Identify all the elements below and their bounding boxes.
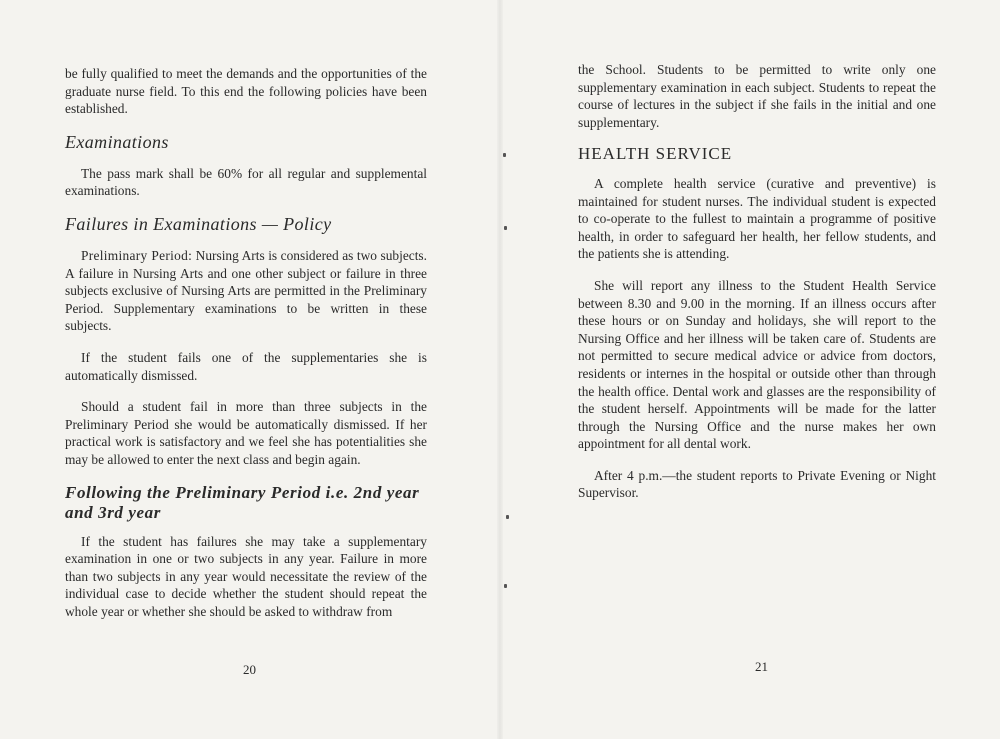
- health-service-paragraph-3: After 4 p.m.—the student reports to Private Evening or Night Supervisor.: [578, 467, 936, 501]
- intro-paragraph: be fully qualified to meet the demands and the opportunities of the graduate nurse field. To this end the following policies have been established.: [65, 66, 427, 117]
- right-text-column: [578, 61, 936, 516]
- failures-policy-heading: Failures in Examinations — Policy: [65, 213, 332, 234]
- supplementary-failure-paragraph: If the student fails one of the supplementaries she is automatically dismissed.: [65, 349, 427, 383]
- page-number-right: 21: [755, 659, 768, 674]
- following-period-heading: Following the Preliminary Period i.e. 2nd year and 3rd year: [65, 482, 420, 522]
- gutter-speck: [503, 153, 506, 157]
- book-gutter: [497, 0, 503, 739]
- following-period-paragraph: If the student has failures she may take a supplementary examination in one or two subjects in any year. Failure in more than two subjects in any year would necessitate the review of the individual case to decide whether the student should repeat the whole year or whether she should be asked to withdraw from: [65, 533, 427, 619]
- examinations-paragraph: The pass mark shall be 60% for all regular and supplemental examinations.: [65, 165, 427, 199]
- preliminary-period-paragraph: [65, 247, 427, 335]
- health-service-heading: HEALTH SERVICE: [578, 144, 733, 164]
- preliminary-period-text: Nursing Arts is considered as two subjects. A failure in Nursing Arts and one other subject or failure in three subjects exclusive of Nursing Arts are permitted in the Preliminary Period. Supplementary examinations to be written in these subjects.: [65, 247, 427, 334]
- health-service-paragraph-2: She will report any illness to the Student Health Service between 8.30 and 9.00 in the morning. If an illness occurs after these hours or on Sunday and holidays, she will report to the Nursing Office and her illness will be taken care of. Students are not permitted to secure medical advice or advice from doctors, residents or internes in the hospital or outside other than through the health office. Dental work and glasses are the responsibility of the student herself. Appointments will be made for the latter through the Nursing Office and the nurse makes her own appointment for all dental work.: [578, 277, 936, 452]
- gutter-speck: [504, 584, 507, 588]
- gutter-speck: [506, 515, 509, 519]
- page-number-left: 20: [243, 662, 256, 677]
- preliminary-period-runin: Preliminary Period:: [81, 247, 193, 263]
- gutter-speck: [504, 226, 507, 230]
- health-service-paragraph-1: A complete health service (curative and preventive) is maintained for student nurses. The individual student is expected to co-operate to the fullest to maintain a programme of positive health, in order to safeguard her health, her fellow students, and the patients she is attending.: [578, 175, 936, 262]
- left-text-column: [65, 65, 427, 634]
- examinations-heading: Examinations: [65, 131, 169, 152]
- continuation-paragraph: the School. Students to be permitted to write only one supplementary examination in each subject. Students to repeat the course of lectures in the subject if she fails in the initial and one supplementary.: [578, 62, 936, 130]
- dismissal-paragraph: Should a student fail in more than three subjects in the Preliminary Period she would be automatically dismissed. If her practical work is satisfactory and we feel she has potentialities she may be allowed to enter the next class and begin again.: [65, 399, 427, 467]
